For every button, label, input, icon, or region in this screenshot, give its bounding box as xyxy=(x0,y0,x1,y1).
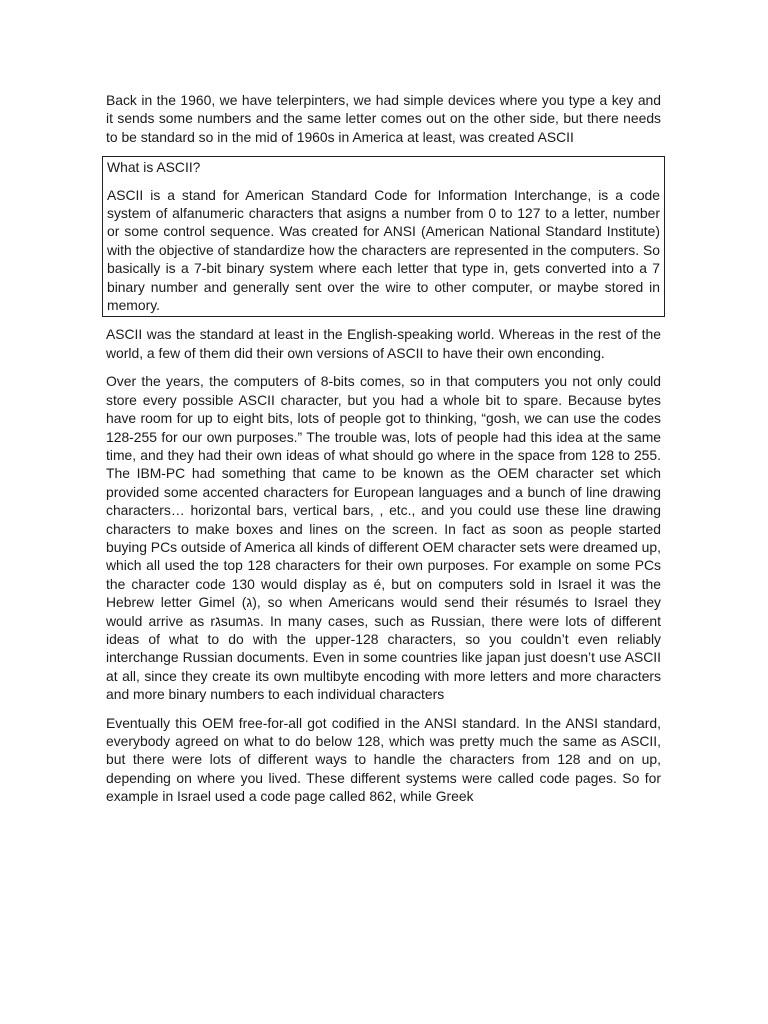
ascii-definition-box xyxy=(102,156,665,317)
paragraph-ansi-code-pages: Eventually this OEM free-for-all got codified in the ANSI standard. In the ANSI standard, everybody agreed on what to do below 128, which was pretty much the same as ASCII, but there were lots of different ways to handle the characters from 128 and on up, depending on where you lived. These different systems were called code pages. So for example in Israel used a code page called 862, while Greek xyxy=(106,714,661,805)
box-title: What is ASCII? xyxy=(107,159,201,176)
intro-paragraph: Back in the 1960, we have telerpinters, we had simple devices where you type a key and it sends some numbers and the same letter comes out on the other side, but there needs to be standard so in the mid of 1960s in America at least, was created ASCII xyxy=(106,92,661,145)
box-body-paragraph: ASCII is a stand for American Standard Code for Information Interchange, is a code system of alfanumeric characters that asigns a number from 0 to 127 to a letter, number or some control sequence. Was created for ANSI (American National Standard Institute) with the objective of standardize how the characters are represented in the computers. So basically is a 7-bit binary system where each letter that type in, gets converted into a 7 binary number and generally sent over the wire to other computer, or maybe stored in memory. xyxy=(107,186,660,314)
paragraph-8-bit-computers: Over the years, the computers of 8-bits comes, so in that computers you not only could store every possible ASCII character, but you had a whole bit to spare. Because bytes have room for up to eight bits, lots of people got to thinking, “gosh, we can use the codes 128-255 for our own purposes.” The trouble was, lots of people had this idea at the same time, and they had their own ideas of what should go where in the space from 128 to 255. The IBM-PC had something that came to be known as the OEM character set which provided some accented characters for European languages and a bunch of line drawing characters… horizontal bars, vertical bars, , etc., and you could use these line drawing characters to make boxes and lines on the screen. In fact as soon as people started buying PCs outside of America all kinds of different OEM character sets were dreamed up, which all used the top 128 characters for their own purposes. For example on some PCs the character code 130 would display as é, but on computers sold in Israel it was the Hebrew letter Gimel (ג), so when Americans would send their résumés to Israel they would arrive as rגsumגs. In many cases, such as Russian, there were lots of different ideas of what to do with the upper-128 characters, so you couldn’t even reliably interchange Russian documents. Even in some countries like japan just doesn’t use ASCII at all, since they create its own multibyte encoding with more letters and more characters and more binary numbers to each individual characters xyxy=(106,373,661,703)
paragraph-english-world: ASCII was the standard at least in the English-speaking world. Whereas in the rest of the world, a few of them did their own versions of ASCII to have their own enconding. xyxy=(106,326,661,361)
document-page xyxy=(106,91,661,816)
